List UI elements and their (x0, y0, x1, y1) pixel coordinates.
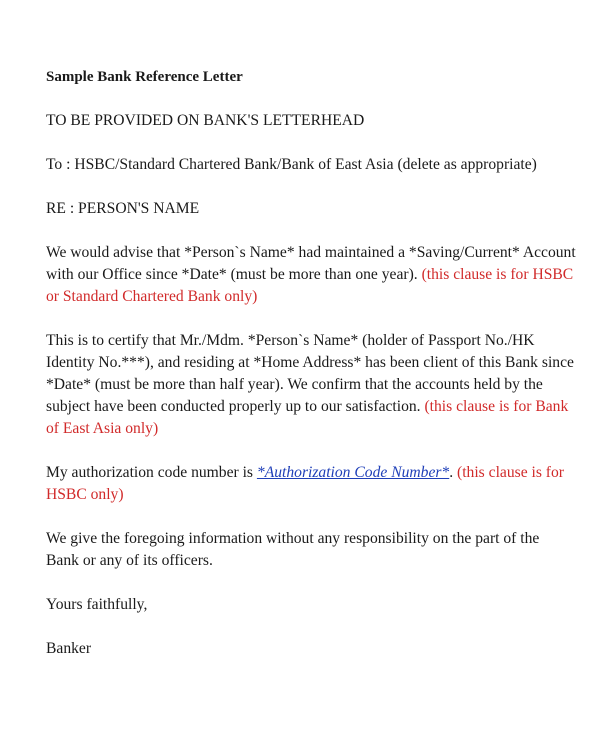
clause-note: (this clause is for HSBC only) (46, 464, 564, 503)
clause-note: (this clause is for Bank of East Asia only) (46, 398, 569, 437)
subject-line: RE : PERSON'S NAME (46, 200, 200, 217)
paragraph-text: This is to certify that Mr./Mdm. *Person`s Name* (holder of Passport No./HK Identity No.***), and residing at *Home Address* has been client of this Bank since *Date* (must be more than half year). We confirm that the accounts held by the subject have been conducted properly up to our satisfaction. (46, 332, 574, 415)
letterhead-note: TO BE PROVIDED ON BANK'S LETTERHEAD (46, 112, 365, 129)
paragraph-authorization (46, 462, 576, 506)
document-title: Sample Bank Reference Letter (46, 69, 243, 85)
paragraph-certification (46, 330, 576, 440)
paragraph-account-history (46, 242, 576, 308)
paragraph-disclaimer: We give the foregoing information without any responsibility on the part of the Bank or any of its officers. (46, 530, 540, 569)
clause-note: (this clause is for HSBC or Standard Chartered Bank only) (46, 266, 574, 305)
closing-line: Yours faithfully, (46, 596, 148, 613)
signature-line: Banker (46, 640, 92, 657)
paragraph-text: My authorization code number is (46, 464, 257, 481)
authorization-code-link[interactable]: *Authorization Code Number* (256, 464, 450, 481)
paragraph-text: . (449, 464, 458, 481)
letter-document (46, 66, 576, 660)
recipient-line: To : HSBC/Standard Chartered Bank/Bank of East Asia (delete as appropriate) (46, 156, 537, 173)
paragraph-text: We would advise that *Person`s Name* had maintained a *Saving/Current* Account with our Office since *Date* (must be more than one year). (46, 244, 576, 283)
